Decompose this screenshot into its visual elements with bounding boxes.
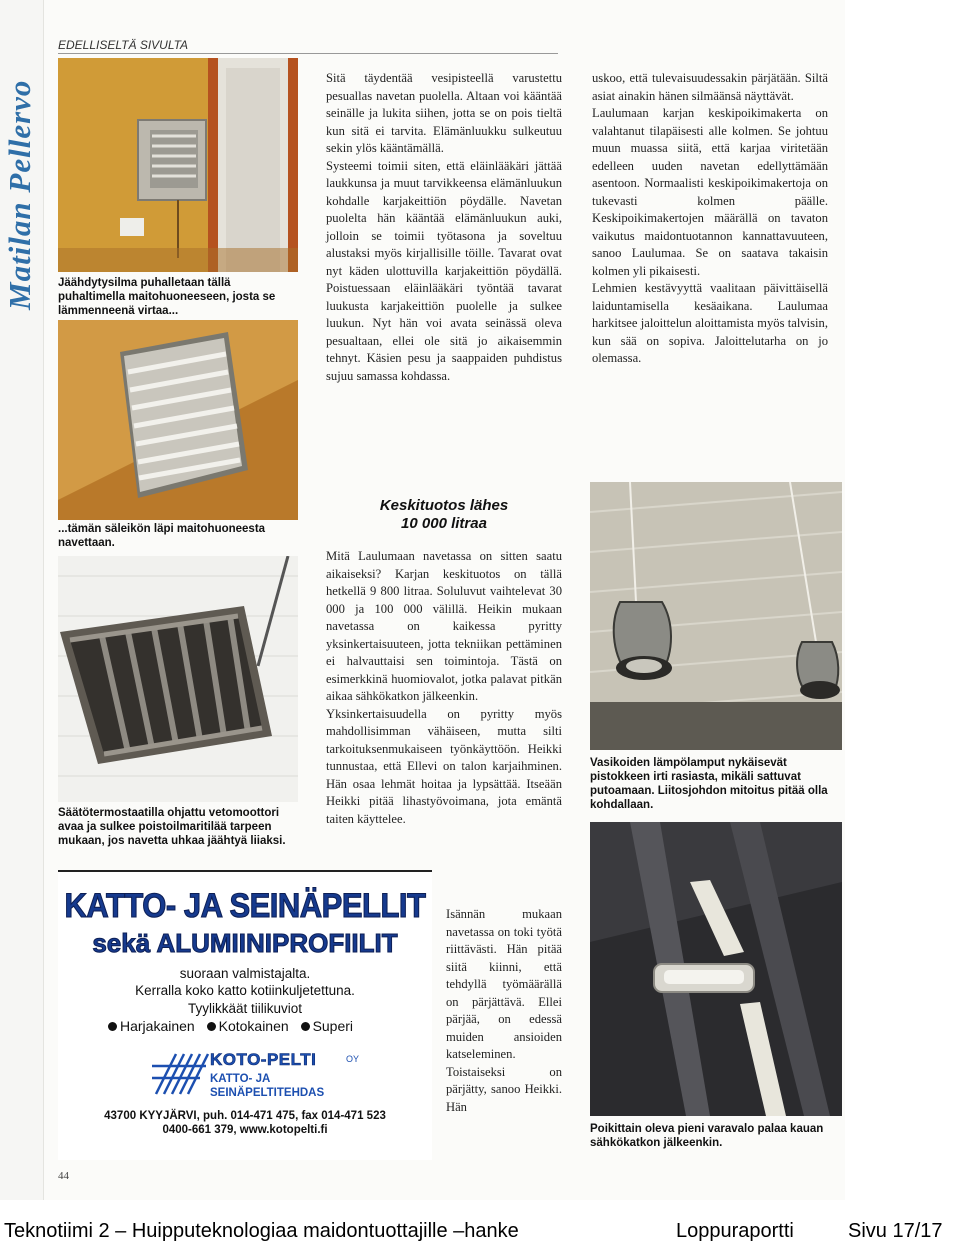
article-column-3-continued: Isännän mukaan navetassa on toki työtä riittävästi. Hän pitää siitä kiinni, että tehdyllä työmäärällä on pärjättävä. Ellei pärjää, on edessä muiden ansioiden katseleminen. Toistaiseksi on pärjätty, sanoo Heikki. Hän <box>446 907 562 1114</box>
ad-company-sub-2: SEINÄPELTITEHDAS <box>210 1087 325 1099</box>
caption-exhaust: Säätötermostaatilla ohjattu vetomoottori avaa ja sulkee poistoilmaritilää tarpeen mukaan, jos navetta uhkaa jäähtyä liiaksi. <box>58 807 286 847</box>
ad-company-name: KOTO-PELTI <box>210 1050 317 1069</box>
advertisement <box>58 870 432 1160</box>
photo-exhaust-grate <box>58 556 298 802</box>
koto-pelti-logo-icon <box>150 1048 210 1098</box>
ad-bullet-item: Superi <box>312 1018 354 1034</box>
ad-company-sub-1: KATTO- JA <box>210 1073 271 1085</box>
article-column-1: Sitä täydentää vesipisteellä varustettu pesuallas navetan puolella. Altaan voi kääntää seinälle ja lukita siihen, jotta se on pois tieltä kun sitä ei tarvita. Elämänluukku sulkeutuu sekin ylös kääntämällä. Systeemi toimii siten, että eläinlääkäri jättää laukkunsa ja muut tarvikkeensa elämänluukun kohdalle karjakeittiön pöydälle. Navetan puolelta hän kääntää elämänluukun auki, jolloin se toimii työtasona ja soveltuu alustaksi myös kirjallisille töille. Tavarat ovat nyt käden ulottuvilla karjakeittiön pöydällä. Poistuessaan eläinlääkäri työntää tavarat luukusta karjakeittiön puolelle ja sulkee luukun. Nyt hän voi avata seinässä oleva pesualtaan, ellei ole sitä jo aikaisemmin tehnyt. Käsien pesu ja saappaiden puhdistus sujuu samassa kohdassa. <box>326 71 562 383</box>
top-rule <box>58 53 558 54</box>
section-vertical-title: Matilan Pellervo <box>2 79 37 310</box>
caption-lamps: Vasikoiden lämpölamput nykäisevät pistokkeen irti rasiasta, mikäli sattuvat putoamaan. Liitosjohdon mitoitus pitää olla kohdallaan. <box>590 757 828 811</box>
ad-headline: KATTO- JA SEINÄPELLIT <box>64 885 426 926</box>
bullet-dot-icon <box>301 1022 310 1031</box>
photo-heat-lamps <box>590 482 842 750</box>
ad-bullet-item: Harjakainen <box>120 1018 195 1034</box>
caption-grille: ...tämän säleikön läpi maitohuoneesta navettaan. <box>58 523 266 549</box>
ad-top-rule <box>58 870 432 872</box>
bullet-dot-icon <box>108 1022 117 1031</box>
article-column-2: uskoo, että tulevaisuudessakin pärjätään. Siltä asiat ainakin hänen silmäänsä näyttävät. Laulumaan karjan keskipoikimakerta on valahtanut tilapäisesti alle kolmen. Se johtuu muun muassa siitä, että karjaa viritetään edelleen uuden navetan edellyttämään asentoon. Normaalisti keskipoikimakertoja on tukevasti kolmen päälle. Keskipoikimakertojen määrällä on tavaton vaikutus maidontuotannon kannattavuuteen, sanoo Laulumaa. Se on saatava takaisin kolmen yli pikaisesti. Lehmien kestävyyttä vaalitaan päivittäisellä laiduntamisella kesäaikana. Laulumaa harkitsee jaloittelun aloittamista myös talvisin, kun sää on sopiva. Jaloittelutarha on jo olemassa. <box>592 71 828 365</box>
footer-report-label: Loppuraportti <box>676 1220 794 1242</box>
ad-line-2: Kerralla koko katto kotiinkuljetettuna. <box>135 983 355 998</box>
footer-project-title: Teknotiimi 2 – Huipputeknologiaa maidontuottajille –hanke <box>4 1220 519 1242</box>
kicker-label: EDELLISELTÄ SIVULTA <box>58 38 189 52</box>
ad-address-line-2: 0400-661 379, www.kotopelti.fi <box>162 1124 328 1136</box>
footer-page-indicator: Sivu 17/17 <box>848 1220 943 1242</box>
bullet-dot-icon <box>207 1022 216 1031</box>
ad-bullet-item: Kotokainen <box>218 1018 289 1034</box>
ad-line-3: Tyylikkäät tiilikuviot <box>187 1001 303 1016</box>
photo-fan-unit <box>58 58 298 272</box>
magazine-page-number: 44 <box>58 1170 69 1182</box>
right-margin-strip <box>845 0 960 1200</box>
caption-backup-light: Poikittain oleva pieni varavalo palaa kauan sähkökatkon jälkeenkin. <box>590 1123 824 1149</box>
box-heading: Keskituotos lähes 10 000 litraa <box>379 497 509 532</box>
caption-fan: Jäähdytysilma puhalletaan tällä puhaltimella maitohuoneeseen, josta se lämmenneenä virtaa... <box>58 277 276 317</box>
photo-backup-light <box>590 822 842 1116</box>
photo-grille <box>58 320 298 520</box>
ad-address-line-1: 43700 KYYJÄRVI, puh. 014-471 475, fax 014-471 523 <box>104 1110 386 1122</box>
ad-bullet-list <box>108 1018 408 1034</box>
document-footer <box>0 1212 960 1248</box>
ad-line-1: suoraan valmistajalta. <box>179 966 311 981</box>
ad-subheadline: sekä ALUMIINIPROFIILIT <box>92 928 398 958</box>
article-column-3: Mitä Laulumaan navetassa on sitten saatu aikaiseksi? Karjan keskituotos on tällä hetkellä 9 800 litraa. Soluluvut vaihtelevat 30 000 ja 100 000 välillä. Heikin mukaan navetassa on kaikessa pyritty yksinkertaisuuteen, jotta tekniikan pettäminen ei halvauttaisi sen toimintoja. Tästä on esimerkkinä huomiovalot, jotka palavat pitkän aikaa sähkökatkon jälkeenkin. Yksinkertaisuudella on pyritty myös mahdollisimman vähäiseen, mutta silti tarkoituksenmukaiseen työnkäyttöön. Heikki tunnustaa, että Ellevi on talon karjaihminen. Hän osaa lehmät hoitaa ja lypsättää. Itseään Heikki pitää lihastyövoimana, jota emäntä taiten käyttelee. <box>326 549 562 826</box>
ad-company-suffix: OY <box>346 1054 360 1064</box>
